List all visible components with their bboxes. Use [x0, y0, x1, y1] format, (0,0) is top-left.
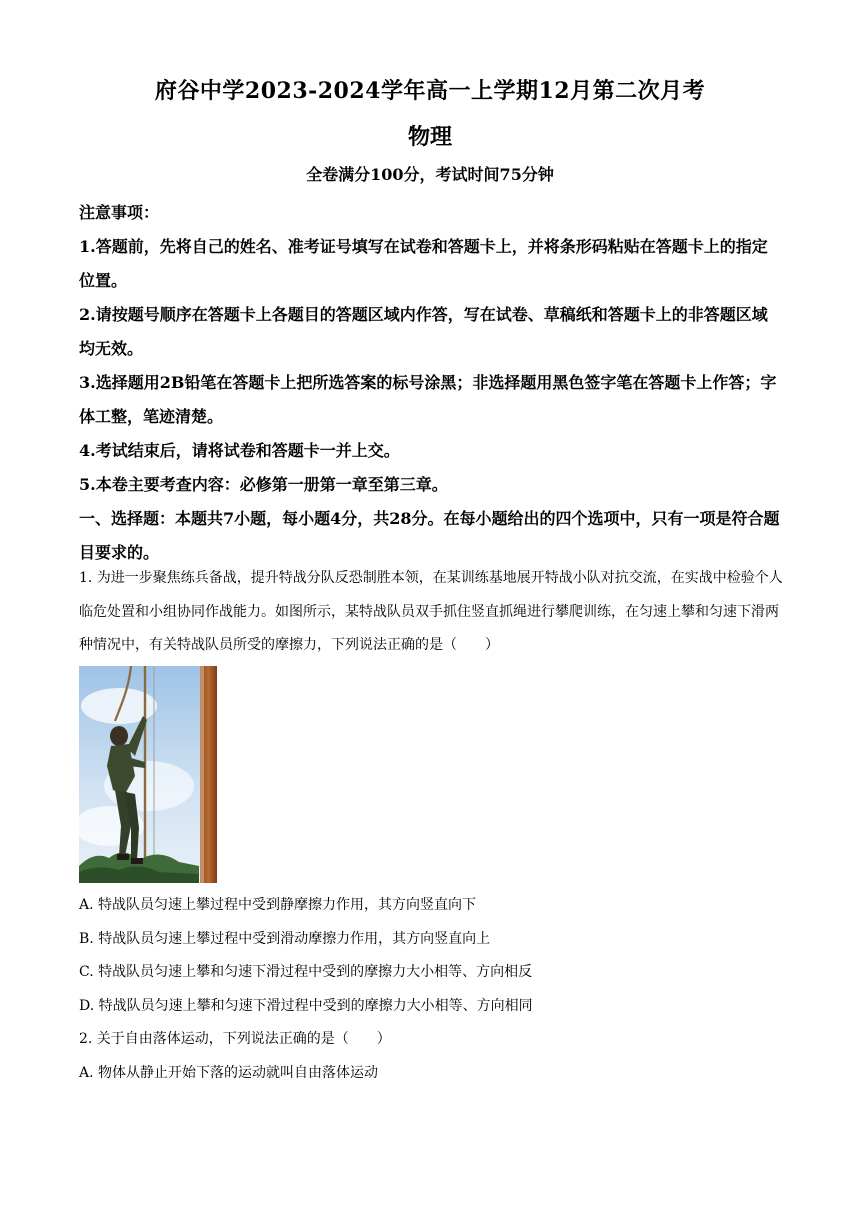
section-heading: 一、选择题：本题共7小题，每小题4分，共28分。在每小题给出的四个选项中，只有一项是符合题目要求的。: [79, 509, 780, 562]
note-item: 5.本卷主要考查内容：必修第一册第一章至第三章。: [79, 475, 448, 494]
question-1-options: [79, 889, 783, 1091]
exam-meta: 全卷满分100分，考试时间75分钟: [306, 165, 554, 184]
note-item: 3.选择题用2B铅笔在答题卡上把所选答案的标号涂黑；非选择题用黑色签字笔在答题卡上作答；字体工整，笔迹清楚。: [79, 373, 777, 426]
notes-heading: 注意事项：: [79, 203, 160, 222]
option-a: A. 特战队员匀速上攀过程中受到静摩擦力作用，其方向竖直向下: [79, 897, 477, 913]
question-1-stem: 1. 为进一步聚焦练兵备战，提升特战分队反恐制胜本领，在某训练基地展开特战小队对抗交流，在实战中检验个人临危处置和小组协同作战能力。如图所示，某特战队员双手抓住竖直抓绳进行攀爬训练，在匀速上攀和匀速下滑两种情况中，有关特战队员所受的摩擦力，下列说法正确的是（ ）: [79, 570, 783, 653]
option-a: A. 物体从静止开始下落的运动就叫自由落体运动: [79, 1064, 379, 1081]
note-item: 4.考试结束后，请将试卷和答题卡一并上交。: [79, 441, 400, 460]
note-item: 1.答题前，先将自己的姓名、准考证号填写在试卷和答题卡上，并将条形码粘贴在答题卡上的指定位置。: [79, 237, 768, 290]
note-item: 2.请按题号顺序在答题卡上各题目的答题区域内作答，写在试卷、草稿纸和答题卡上的非答题区域均无效。: [79, 305, 768, 358]
subject-title: 物理: [407, 124, 452, 150]
climbing-photo: [79, 666, 217, 883]
option-c: C. 特战队员匀速上攀和匀速下滑过程中受到的摩擦力大小相等、方向相反: [79, 964, 533, 981]
exam-title: 府谷中学2023-2024学年高一上学期12月第二次月考: [154, 78, 706, 104]
notes-block: [79, 196, 783, 570]
option-b: B. 特战队员匀速上攀过程中受到滑动摩擦力作用，其方向竖直向上: [79, 930, 491, 947]
option-d: D. 特战队员匀速上攀和匀速下滑过程中受到的摩擦力大小相等、方向相同: [79, 997, 533, 1014]
question-2-stem: 2. 关于自由落体运动，下列说法正确的是（ ）: [79, 1031, 391, 1048]
